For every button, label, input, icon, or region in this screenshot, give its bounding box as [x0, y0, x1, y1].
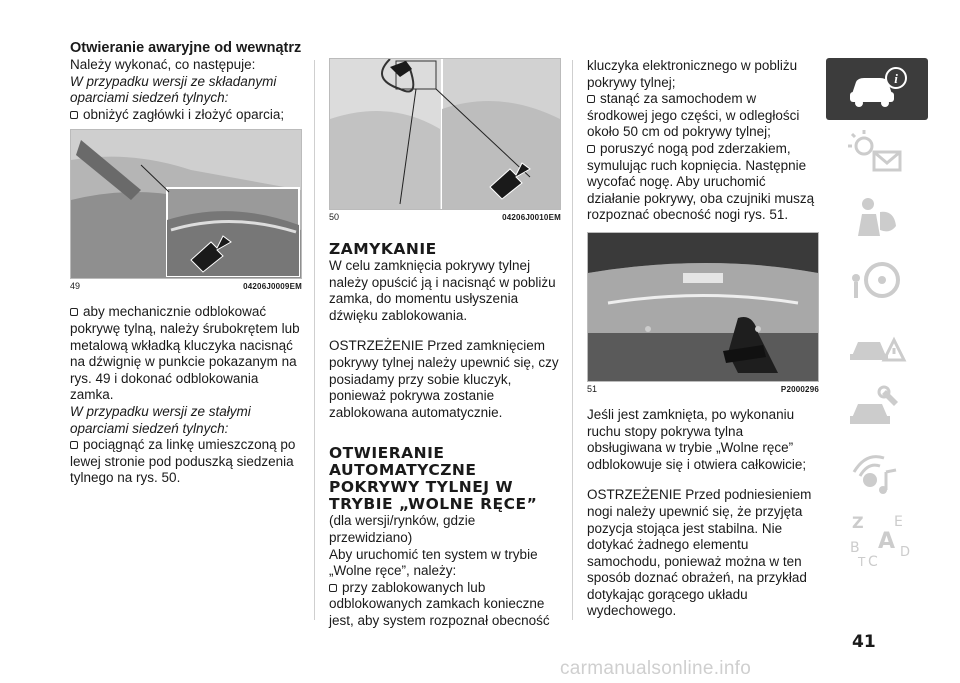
trunk-interior-illustration: [71, 130, 301, 278]
bullet-key-presence: przy zablokowanych lub odblokowanych zamkach konieczne jest, aby system rozpoznał obecność: [329, 580, 561, 630]
index-letter-a: A: [878, 529, 896, 554]
column-divider-1: [314, 60, 315, 620]
column-2: [329, 58, 561, 630]
column-3: [587, 58, 819, 620]
closing-text: W celu zamknięcia pokrywy tylnej należy opuścić ją i nacisnąć w pobliżu zamka, do momentu usłyszenia dźwięku zablokowania.: [329, 258, 556, 323]
figure-50-caption: [329, 212, 561, 223]
figure-51-number: 51: [587, 383, 598, 394]
chapter-sidebar: [826, 58, 928, 570]
bullet-stand-behind-car: stanąć za samochodem w środkowej jego części, w odległości około 50 cm od pokrywy tylnej;: [587, 91, 819, 141]
tab-index[interactable]: [826, 506, 928, 568]
bullet-lower-headrests: obniżyć zagłówki i złożyć oparcia;: [70, 107, 302, 124]
bullet-mechanical-unlock: aby mechanicznie odblokować pokrywę tylną, należy śrubokrętem lub metalową wkładką kluczyka nacisnąć na dźwignię w punkcie pokazanym na rys. 49 i dokonać odblokowania zamka.: [70, 304, 302, 404]
figure-49-code: 04206J0009EM: [243, 282, 302, 292]
figure-50-number: 50: [329, 212, 340, 222]
hands-free-intro: Aby uruchomić ten system w trybie „Wolne ręce”, należy:: [329, 546, 538, 579]
index-letter-t: T: [858, 555, 866, 568]
tab-safety[interactable]: [826, 186, 928, 248]
column-1: [70, 40, 302, 487]
hands-free-availability: (dla wersji/rynków, gdzie przewidziano): [329, 513, 476, 545]
index-icon: [846, 512, 916, 568]
warning-stable-position: OSTRZEŻENIE Przed podniesieniem nogi należy upewnić się, że przyjęta pozycja stojąca jest stabilna. Nie dotykać żadnego elementu samochodu, ponieważ można w ten sposób doznać obrażeń, na przykład dotykając gorącego układu wydechowego.: [587, 487, 812, 619]
warning-lights-icon: [846, 128, 908, 178]
warning-closing: OSTRZEŻENIE Przed zamknięciem pokrywy tylnej należy upewnić się, czy posiadamy przy sobie kluczyk, ponieważ pokrywa zostanie zablokowana automatycznie.: [329, 338, 559, 420]
index-letter-b: B: [850, 540, 860, 556]
figure-51-code: P2000296: [780, 384, 819, 394]
section-title-hands-free: OTWIERANIE AUTOMATYCZNE POKRYWY TYLNEJ W TRYBIE „WOLNE RĘCE”: [329, 444, 538, 514]
watermark: carmanualsonline.info: [560, 658, 752, 679]
italic-note-fixed-seats: W przypadku wersji ze stałymi oparciami siedzeń tylnych:: [70, 403, 251, 436]
figure-50-code: 04206J0010EM: [502, 213, 561, 222]
page-number: 41: [852, 632, 876, 652]
figure-51-image: [587, 232, 819, 382]
figure-51-caption: [587, 384, 819, 395]
figure-49-number: 49: [70, 281, 81, 292]
key-presence-continued: kluczyka elektronicznego w pobliżu pokrywy tylnej;: [587, 58, 798, 90]
kick-sensor-photo: [588, 233, 818, 381]
index-letter-e: E: [894, 514, 903, 530]
figure-49-caption: [70, 281, 302, 292]
index-letter-c: C: [868, 554, 878, 568]
svg-text:i: i: [894, 71, 898, 86]
safety-icon: [846, 192, 908, 242]
section-heading-emergency-opening: Otwieranie awaryjne od wewnątrz: [70, 40, 302, 56]
maintenance-icon: [846, 384, 908, 434]
tab-car-info[interactable]: [826, 58, 928, 120]
italic-note-folding-seats: W przypadku wersji ze składanymi oparciami siedzeń tylnych:: [70, 73, 277, 106]
rear-seat-cable-illustration: [330, 59, 560, 209]
tab-emergency[interactable]: [826, 314, 928, 376]
intro-text: Należy wykonać, co następuje:: [70, 57, 256, 72]
tab-warning-lights[interactable]: [826, 122, 928, 184]
tab-multimedia[interactable]: [826, 442, 928, 504]
bullet-pull-cable: pociągnąć za linkę umieszczoną po lewej stronie pod poduszką siedzenia tylnego na rys. 50.: [70, 437, 302, 487]
bullet-kick-motion: poruszyć nogą pod zderzakiem, symulując ruch kopnięcia. Następnie wycofać nogę. Aby uruchomić działanie pokrywy, oba czujniki muszą rozpoznać obecność nogi rys. 51.: [587, 141, 819, 224]
column-divider-2: [572, 60, 573, 620]
index-letter-z: Z: [852, 513, 864, 532]
figure-49-image: [70, 129, 302, 279]
tab-maintenance[interactable]: [826, 378, 928, 440]
driving-icon: [846, 256, 908, 306]
multimedia-icon: [846, 448, 908, 498]
figure-50-image: [329, 58, 561, 210]
tab-driving[interactable]: [826, 250, 928, 312]
emergency-icon: [846, 320, 908, 370]
section-title-closing: ZAMYKANIE: [329, 240, 437, 258]
index-letter-d: D: [900, 545, 911, 560]
car-info-icon: [846, 64, 908, 114]
tailgate-opens-text: Jeśli jest zamknięta, po wykonaniu ruchu stopy pokrywa tylna obsługiwana w trybie „Wolne ręce” odblokowuje się i otwiera całkowicie;: [587, 406, 807, 472]
